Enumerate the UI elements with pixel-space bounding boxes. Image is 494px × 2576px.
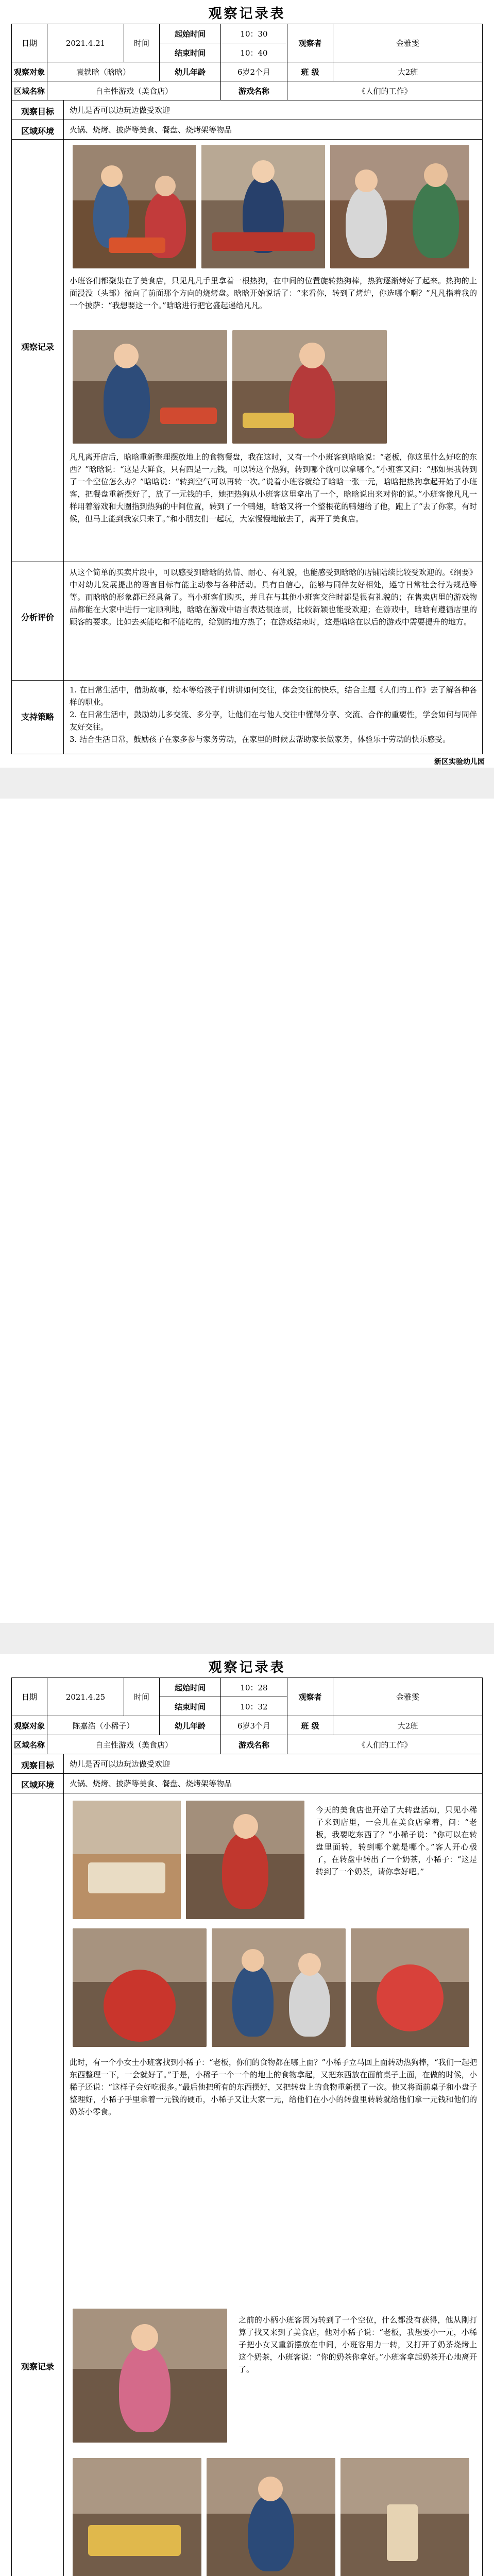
photo-coins-tray <box>73 2458 201 2576</box>
photo-spinning-wheel <box>232 330 387 444</box>
observation-para-2-2: 此时，有一个小女士小班客找到小稀子：“老板，你们的食物都在哪上面？”小稀子立马回上面转动热狗棒，“我们一起把东西整理一下，一会就好了。”于是，小稀子一个一个的地上的食物拿起，又把东西放在面前桌子上面，在做的时候，小稀子还说：“这样子会好吃很多。”最后他把所有的东西摆好，又把转盘上的食物重新摆了一次。他又将面前桌子和小盘子整理好，小稀子手里拿着一元钱的硬币，小稀子又让大家一元，给他们在小小的转盘里转转就给他们拿一元钱和他们的奶茶小零食。 <box>70 2058 477 2116</box>
game-value-2: 《人们的工作》 <box>287 1735 483 1754</box>
subject-value: 袁轶晗（晗晗） <box>47 62 160 81</box>
area-label: 区域名称 <box>12 81 47 100</box>
start-time-value: 10：30 <box>221 24 287 43</box>
record-body-2 <box>11 1754 483 2576</box>
photo-paying-coin <box>73 330 227 444</box>
photo-red-wheel <box>351 1928 469 2047</box>
start-time-label-2: 起始时间 <box>160 1678 221 1697</box>
end-time-value-2: 10：32 <box>221 1697 287 1716</box>
date-value-2: 2021.4.25 <box>47 1678 124 1716</box>
goal-text: 幼儿是否可以边玩边做受欢迎 <box>70 106 171 115</box>
observation-label: 观察记录 <box>21 342 54 352</box>
goal-row <box>12 100 482 120</box>
area-value: 自主性游戏（美食店） <box>47 81 221 100</box>
record-page-1 <box>0 0 494 768</box>
time-label: 时间 <box>124 24 160 62</box>
age-label: 幼儿年龄 <box>160 62 221 81</box>
photo-milk-tea <box>340 2458 469 2576</box>
photo-children-serving <box>73 145 196 268</box>
time-label-2: 时间 <box>124 1678 160 1716</box>
game-label-2: 游戏名称 <box>221 1735 287 1754</box>
age-label-2: 幼儿年龄 <box>160 1716 221 1735</box>
observer-label-2: 观察者 <box>287 1678 333 1716</box>
observer-value-2: 金雅雯 <box>333 1678 483 1716</box>
strategy-item-1: 1. 在日常生活中，借助故事，绘本等给孩子们讲讲如何交往，体会交往的快乐，结合主题《人们的工作》去了解各种各样的职业。 <box>70 685 477 707</box>
start-time-label: 起始时间 <box>160 24 221 43</box>
area-value-2: 自主性游戏（美食店） <box>47 1735 221 1754</box>
observation-row <box>12 139 482 562</box>
strategy-label: 支持策略 <box>21 712 54 722</box>
photo-customer-choosing <box>330 145 469 268</box>
class-value: 大2班 <box>333 62 483 81</box>
env-row <box>12 120 482 139</box>
observer-label: 观察者 <box>287 24 333 62</box>
photo-customer-group <box>212 1928 346 2047</box>
observation-para-3-2: 之前的小柄小班客因为转到了一个空位，什么都没有获得，他从刚打算了找又来到了美食店，他对小稀子说：“老板，我想要小一元，小稀子把小女又重新摆放在中间，小班客用力一转，又打开了奶茶烧烤上这个奶茶，小班客说：“你的奶茶你拿好。”小班客拿起奶茶开心地离开了。 <box>239 2315 477 2374</box>
observation-para-1-2: 今天的美食店也开始了大转盘活动，只见小稀子来到店里，一会儿在美食店拿着，问：“老板，我要吃东西了？”小稀子说：“你可以在转盘里面转，转到哪个就是哪个。”客人开心极了，在转盘中转出了一个奶茶，小稀子：“这是转到了一个奶茶，请你拿好吧。” <box>316 1805 477 1876</box>
observer-value: 金雅雯 <box>333 24 483 62</box>
goal-label: 观察目标 <box>21 107 54 116</box>
page-title-2: 观察记录表 <box>208 1660 286 1675</box>
end-time-value: 10：40 <box>221 43 287 62</box>
school-signature: 新区实验幼儿园 <box>434 758 485 766</box>
goal-text-2: 幼儿是否可以边玩边做受欢迎 <box>70 1759 171 1769</box>
observation-row-2 <box>12 1793 482 2576</box>
end-time-label-2: 结束时间 <box>160 1697 221 1716</box>
observation-label-2: 观察记录 <box>21 2362 54 2371</box>
record-body <box>11 100 483 754</box>
area-label-2: 区域名称 <box>12 1735 47 1754</box>
env-label: 区域环境 <box>21 126 54 136</box>
subject-label: 观察对象 <box>12 62 47 81</box>
class-label: 班 级 <box>287 62 333 81</box>
subject-label-2: 观察对象 <box>12 1716 47 1735</box>
game-label: 游戏名称 <box>221 81 287 100</box>
photo-girl-choosing <box>73 2309 227 2443</box>
header-table <box>11 24 483 100</box>
photo-food-counter <box>73 1801 181 1919</box>
env-row-2 <box>12 1773 482 1793</box>
photo-wheel-turning <box>73 1928 207 2047</box>
subject-value-2: 陈嘉浩（小稀子） <box>47 1716 160 1735</box>
strategy-row <box>12 680 482 754</box>
photo-boy-spinning <box>207 2458 335 2576</box>
env-text-2: 火锅、烧烤、披萨等美食、餐盘、烧烤架等物品 <box>70 1779 232 1788</box>
page-title: 观察记录表 <box>208 6 286 22</box>
goal-row-2 <box>12 1754 482 1773</box>
analysis-text: 从这个简单的买卖片段中，可以感受到晗晗的热情、耐心、有礼貌，也能感受到晗晗的店铺陆续比较受欢迎的。《纲要》中对幼儿发展提出的语言目标有能主动参与各种活动。具有自信心，能够与同伴友好相处，遵守日常社会行为规范等等。而晗晗的形象都已经具备了。当小班客们购买，并且在与其他小班客交往时都是很有礼貌的；在售卖店里的游戏物品都能在大家中进行一定顺利地，晗晗在游戏中语言表达很连贯，比较新颖也能受欢迎；在游戏中，晗晗有遵循店里的顾客的要求。比如去买能吃和不能吃的，给别的地方热了；在游戏结束时，这是晗晗在以后的游戏中需要提升的地方。 <box>70 568 477 626</box>
goal-label-2: 观察目标 <box>21 1760 54 1770</box>
age-value-2: 6岁3个月 <box>221 1716 287 1735</box>
header-table-2 <box>11 1677 483 1754</box>
age-value: 6岁2个月 <box>221 62 287 81</box>
observation-para-2: 凡凡离开店后，晗晗重新整理摆放地上的食物餐盘，我在这时，又有一个小班客到晗晗说：“老板，你这里什么好吃的东西？”晗晗说：“这是大鲜食，只有四是一元钱，可以转这个热狗，转到哪个就可以拿哪个。”小班客又问：“那如果我转到了一个空位怎么办？”晗晗说：“转到空气可以再转一次。”说着小班客就给了晗晗一张一元，晗晗把热狗拿起开始了小班客，把餐盘重新摆好了，放了一元钱的手，她把热狗从小班客这里拿出了一个，晗晗说出来对你的说。”小班客像凡凡一样用着游戏和大圈指到热狗的中间位置，转到了一个鸭翅，晗晗又将一个整根花的鸭翅给了他，跑上了“去了你家，有时候，但马上能到我家只来了。”和小朋友们一起玩，大家慢慢地散去了，离开了美食店。 <box>70 452 477 523</box>
env-label-2: 区域环境 <box>21 1780 54 1790</box>
date-value: 2021.4.21 <box>47 24 124 62</box>
strategy-item-3: 3. 结合生活日常，鼓励孩子在家多参与家务劳动，在家里的时候去帮助家长做家务，体验乐于劳动的快乐感受。 <box>70 735 451 744</box>
start-time-value-2: 10：28 <box>221 1678 287 1697</box>
analysis-row <box>12 562 482 680</box>
photo-grill-stall <box>201 145 325 268</box>
env-text: 火锅、烧烤、披萨等美食、餐盘、烧烤架等物品 <box>70 125 232 134</box>
date-label-2: 日期 <box>12 1678 47 1716</box>
class-value-2: 大2班 <box>333 1716 483 1735</box>
analysis-label: 分析评价 <box>21 613 54 622</box>
record-page-1-blank <box>0 799 494 1623</box>
end-time-label: 结束时间 <box>160 43 221 62</box>
class-label-2: 班 级 <box>287 1716 333 1735</box>
game-value: 《人们的工作》 <box>287 81 483 100</box>
photo-boy-setting-table <box>186 1801 304 1919</box>
record-page-2 <box>0 1654 494 2576</box>
strategy-item-2: 2. 在日常生活中，鼓励幼儿多交流、多分享，让他们在与他人交往中懂得分享、交流、合作的重要性，学会如何与同伴友好交往。 <box>70 710 477 732</box>
observation-para-1: 小班客们都聚集在了美食店，只见凡凡手里拿着一根热狗，在中间的位置旋转热狗棒，热狗逐渐烤好了起来。热狗的上面浸没（头部）微向了前面那个方向的烧烤盘。晗晗开始说话了：“来看你，转到了烤炉，你选哪个啊？”凡凡指着我的一个披萨：“我想要这一个。”晗晗进行把它盛起递给凡凡。 <box>70 276 477 310</box>
date-label: 日期 <box>12 24 47 62</box>
